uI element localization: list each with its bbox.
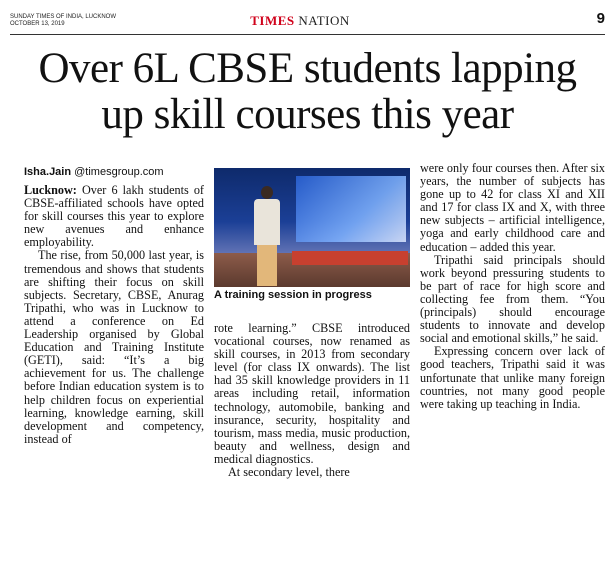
dateline: Lucknow: (24, 183, 77, 197)
paragraph (24, 184, 204, 249)
paragraph-text: Over 6 lakh students of CBSE-affiliated schools have opted for skill courses this year to explore new avenues and enhance employability. (24, 183, 204, 250)
paragraph: rote learning.” CBSE introduced vocational courses, now renamed as skill courses, in 2013 from secondary level (for class IX onwards). The list had 35 skill knowledge providers in 11 areas including retail, information technology, automobile, banking and insurance, security, hospitality and tourism, mass media, music production, beauty and wellness, design and medical diagnostics. (214, 321, 410, 466)
paragraph: At secondary level, there (228, 465, 350, 480)
section-name: NATION (298, 13, 350, 28)
edition-dateline: SUNDAY TIMES OF INDIA, LUCKNOW OCTOBER 13, 2019 (10, 14, 117, 27)
page-header (0, 0, 615, 36)
photo-screen (296, 176, 406, 242)
brand-name: TIMES (250, 13, 295, 28)
page-number: 9 (596, 10, 605, 27)
paragraph: Tripathi said principals should work beyond pressuring students to be part of race for high score and collecting fee from them. “You (principals) should encourage students to innovate and develop social and emotional skills,” he said. (420, 252, 605, 346)
article-column-3 (420, 162, 605, 411)
byline-email: @timesgroup.com (74, 166, 164, 178)
headline (10, 46, 605, 138)
headline-line-1: Over 6L CBSE students lapping (38, 45, 577, 92)
article-column-1 (24, 184, 204, 446)
article-photo (214, 168, 410, 287)
photo-speaker (254, 186, 280, 286)
byline-author: Isha.Jain (24, 166, 72, 178)
photo-banner (292, 251, 408, 265)
byline (24, 166, 164, 178)
section-title (230, 13, 370, 29)
headline-line-2: up skill courses this year (101, 91, 514, 138)
paragraph: The rise, from 50,000 last year, is tremendous and shows that students are shifting their focus on skill subjects. Secretary, CBSE, Anurag Tripathi, who was in Lucknow to attend a conference on Ed Leadership organised by Global Education and Training Institute (GETI), said: “It’s a big achievement for us. The challenge before Indian education system is to help children focus on experiential learning, knowledge earning, skill development and competency, instead of (24, 248, 204, 446)
paragraph: were only four courses then. After six years, the number of subjects has gone up to 42 for class XI and XII and 17 for class IX and X, with three new subjects – artificial intelligence, yoga and early childhood care and education – added this year. (420, 161, 605, 254)
header-divider (10, 34, 605, 35)
article-column-2 (214, 322, 410, 479)
paragraph: Expressing concern over lack of good teachers, Tripathi said it was unfortunate that unlike many foreign countries, not many good people were taking up teaching in India. (420, 344, 605, 411)
photo-caption: A training session in progress (214, 289, 372, 301)
